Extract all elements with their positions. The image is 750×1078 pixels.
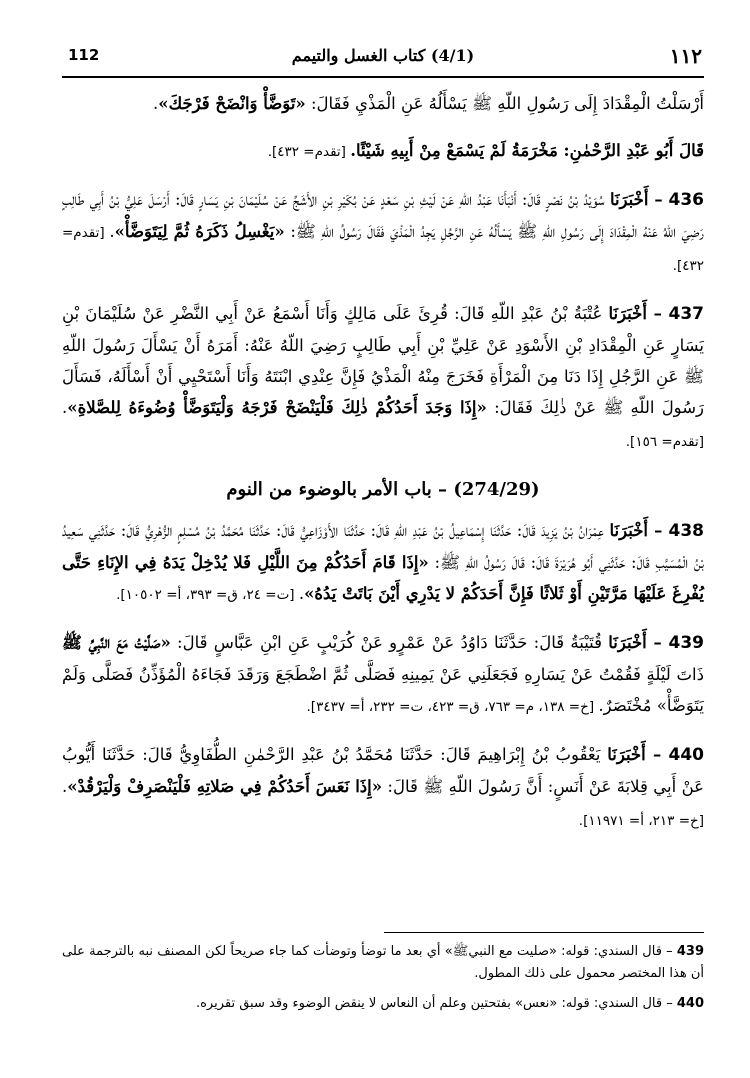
- footnote-number: 440: [676, 996, 704, 1011]
- cross-reference: [تقدم= ٤٣٢].: [62, 225, 704, 274]
- prophetic-quote: «إِذَا وَجَدَ أَحَدُكُمْ ذٰلِكَ فَلْيَنْضَحْ فَرْجَهُ وَلْيَتَوَضَّأْ وُضُوءَهُ لِلصَّلاةِ»: [67, 398, 487, 417]
- footnote-440: [62, 993, 704, 1015]
- prophetic-quote: «يَغْسِلُ ذَكَرَهُ ثُمَّ لِيَتَوَضَّأْ»: [114, 222, 285, 241]
- prophetic-quote: «تَوَضَّأْ وَانْضَحْ فَرْجَكَ»: [158, 94, 306, 113]
- page-body: [62, 88, 704, 853]
- narration-opener: أَخْبَرَنَا: [609, 190, 649, 209]
- hadith-number: 438: [668, 521, 704, 541]
- hadith-end: .: [62, 398, 68, 417]
- author-note: [62, 135, 704, 168]
- page-number-arabic: ١١٢: [669, 44, 702, 68]
- book-page: [62, 40, 704, 1060]
- hadith-439: [62, 627, 704, 723]
- footnote-number: 439: [676, 944, 704, 959]
- hadith-separator: –: [648, 521, 669, 540]
- hadith-440: [62, 739, 704, 837]
- cross-reference: [خ= ١٣٨، م= ٧٦٣، ق= ٤٢٣، ت= ٢٣٢، أ= ٣٤٣٧].: [306, 699, 599, 715]
- hadith-436: [62, 184, 704, 282]
- hadith-separator: –: [646, 304, 669, 323]
- author-note-text: قَالَ أَبُو عَبْدِ الرَّحْمٰنِ: مَخْرَمَةُ لَمْ يَسْمَعْ مِنْ أَبِيهِ شَيْئًا.: [350, 141, 704, 160]
- hadith-text: قُتَيْبَةُ قَالَ: حَدَّثَنَا دَاوُدُ عَنْ عَمْرٍو عَنْ كُرَيْبٍ عَنِ ابْنِ عَبَّاسٍ قَالَ:: [170, 633, 609, 652]
- hadith-text: يَعْقُوبُ بْنُ إِبْرَاهِيمَ قَالَ: حَدَّثَنَا مُحَمَّدُ بْنُ عَبْدِ الرَّحْمٰنِ الطُّفَاوِيُّ قَالَ: حَدَّثَنَا أَيُّوبُ عَنْ أَبِي قِلابَةَ عَنْ أَنَسٍ: أَنَّ رَسُولَ اللّهِ ﷺ قَالَ:: [62, 745, 704, 796]
- hadith-number: 439: [668, 633, 704, 653]
- hadith-text: سُوَيْدُ بْنُ نَصْرٍ قَالَ: أَنْبَأَنَا عَبْدُ اللّهِ عَنْ لَيْثِ بْنِ سَعْدٍ عَنْ بُكَيْرِ بْنِ الأَشَجِّ عَنْ سُلَيْمَانَ بْنِ يَسَارٍ قَالَ: أَرْسَلَ عَلِيُّ بْنُ أَبِي طَالِبٍ رَضِيَ اللّهُ عَنْهُ الْمِقْدَادَ إِلَى رَسُولِ اللّهِ ﷺ يَسْأَلُهُ عَنِ الرَّجُلِ يَجِدُ الْمَذْيَ فَقَالَ رَسُولُ اللّهِ ﷺ:: [62, 190, 704, 241]
- hadith-text-continued: ذَاتَ لَيْلَةٍ فَقُمْتُ عَنْ يَسَارِهِ فَجَعَلَنِي عَنْ يَمِينِهِ فَصَلَّى ثُمَّ اضْطَجَعَ وَرَقَدَ فَجَاءَهُ الْمُؤَذِّنُ فَصَلَّى وَلَمْ يَتَوَضَّأْ» مُخْتَصَرٌ.: [62, 665, 704, 715]
- cross-reference: [خ= ٢١٣، أ= ١١٩٧١].: [578, 813, 704, 829]
- cross-reference: [تقدم= ٤٣٢].: [267, 144, 351, 160]
- page-number-latin: 112: [68, 46, 100, 64]
- hadith-number: 437: [668, 304, 704, 324]
- hadith-separator: –: [646, 633, 669, 652]
- footnote-text: – قال السندي: قوله: «نعس» بفتحتين وعلم أن النعاس لا ينقض الوضوء وقد سبق تقريره.: [195, 996, 677, 1011]
- cross-reference: [ت= ٢٤، ق= ٣٩٣، أ= ١٠٥٠٢].: [116, 587, 299, 603]
- footnote-text: – قال السندي: قوله: «صليت مع النبيﷺ» أي بعد ما توضأ وتوضأت كما جاء صريحاً لكن المصنف نبه بالترجمة على أن هذا المختصر محمول على ذلك المطول.: [62, 944, 704, 981]
- hadith-separator: –: [645, 745, 669, 764]
- narration-opener: أَخْبَرَنَا: [607, 745, 646, 764]
- running-title: (4/1) كتاب الغسل والتيمم: [291, 46, 475, 65]
- paragraph-continuation: [62, 88, 704, 119]
- prophetic-quote: «صَلَّيْتُ مَعَ النَّبِيِّ ﷺ: [62, 633, 171, 652]
- paragraph-end: .: [153, 94, 159, 113]
- prophetic-quote: «إِذَا قَامَ أَحَدُكُمْ مِنَ اللَّيْلِ فَلا يُدْخِلْ يَدَهُ فِي الإِنَاءِ حَتَّى يُفْرِغَ عَلَيْهَا مَرَّتَيْنِ أَوْ ثَلاثًا فَإِنَّ أَحَدَكُمْ لا يَدْرِي أَيْنَ بَاتَتْ يَدُهُ»: [62, 553, 704, 603]
- hadith-end: .: [298, 584, 305, 603]
- page-header: [62, 40, 704, 78]
- narration-opener: أَخْبَرَنَا: [608, 633, 647, 652]
- hadith-text: عُتْبَةُ بْنُ عَبْدِ اللّهِ قَالَ: قُرِئَ عَلَى مَالِكٍ وَأَنَا أَسْمَعُ عَنْ أَبِي النَّضْرِ عَنْ سُلَيْمَانَ بْنِ يَسَارٍ عَنِ الْمِقْدَادِ بْنِ الأَسْوَدِ عَنْ عَلِيِّ بْنِ أَبِي طَالِبٍ رَضِيَ اللّهُ عَنْهُ: أَمَرَهُ أَنْ يَسْأَلَ رَسُولَ اللّهِ ﷺ عَنِ الرَّجُلِ إِذَا دَنَا مِنَ الْمَرْأَةِ فَخَرَجَ مِنْهُ الْمَذْيُ فَإِنَّ عِنْدِي ابْنَتَهُ وَأَنَا أَسْتَحْيِي أَنْ أَسْأَلَهُ، فَسَأَلَ رَسُولَ اللّهِ ﷺ عَنْ ذٰلِكَ فَقَالَ:: [62, 304, 704, 417]
- narration-opener: أَخْبَرَنَا: [609, 521, 649, 540]
- footnotes: [62, 932, 704, 1023]
- hadith-text: عِمْرَانُ بْنُ يَزِيدَ قَالَ: حَدَّثَنَا إِسْمَاعِيلُ بْنُ عَبْدِ اللّهِ قَالَ: حَدَّثَنَا الأَوْزَاعِيُّ قَالَ: حَدَّثَنَا مُحَمَّدُ بْنُ مُسْلِمٍ الزُّهْرِيُّ قَالَ: حَدَّثَنِي سَعِيدُ بْنُ الْمُسَيَّبِ قَالَ: حَدَّثَنِي أَبُو هُرَيْرَةَ قَالَ: قَالَ رَسُولُ اللّهِ ﷺ:: [62, 521, 704, 572]
- prophetic-quote: «إِذَا نَعَسَ أَحَدُكُمْ فِي صَلاتِهِ فَلْيَنْصَرِفْ وَلْيَرْقُدْ»: [67, 777, 383, 796]
- chapter-heading: (274/29) – باب الأمر بالوضوء من النوم: [226, 479, 540, 500]
- hadith-separator: –: [648, 190, 669, 209]
- narration-opener: أَخْبَرَنَا: [608, 304, 647, 323]
- hadith-437: [62, 298, 704, 458]
- footnote-divider: [384, 932, 704, 933]
- hadith-end: .: [62, 777, 68, 796]
- hadith-end: .: [109, 222, 115, 241]
- footnote-439: [62, 941, 704, 985]
- hadith-number: 440: [668, 745, 704, 765]
- cross-reference: [تقدم= ١٥٦].: [625, 434, 704, 450]
- hadith-number: 436: [668, 190, 704, 210]
- hadith-438: [62, 515, 704, 611]
- paragraph-text: أَرْسَلْتُ الْمِقْدَادَ إِلَى رَسُولِ اللّهِ ﷺ يَسْأَلُهُ عَنِ الْمَذْيِ فَقَالَ:: [305, 94, 704, 113]
